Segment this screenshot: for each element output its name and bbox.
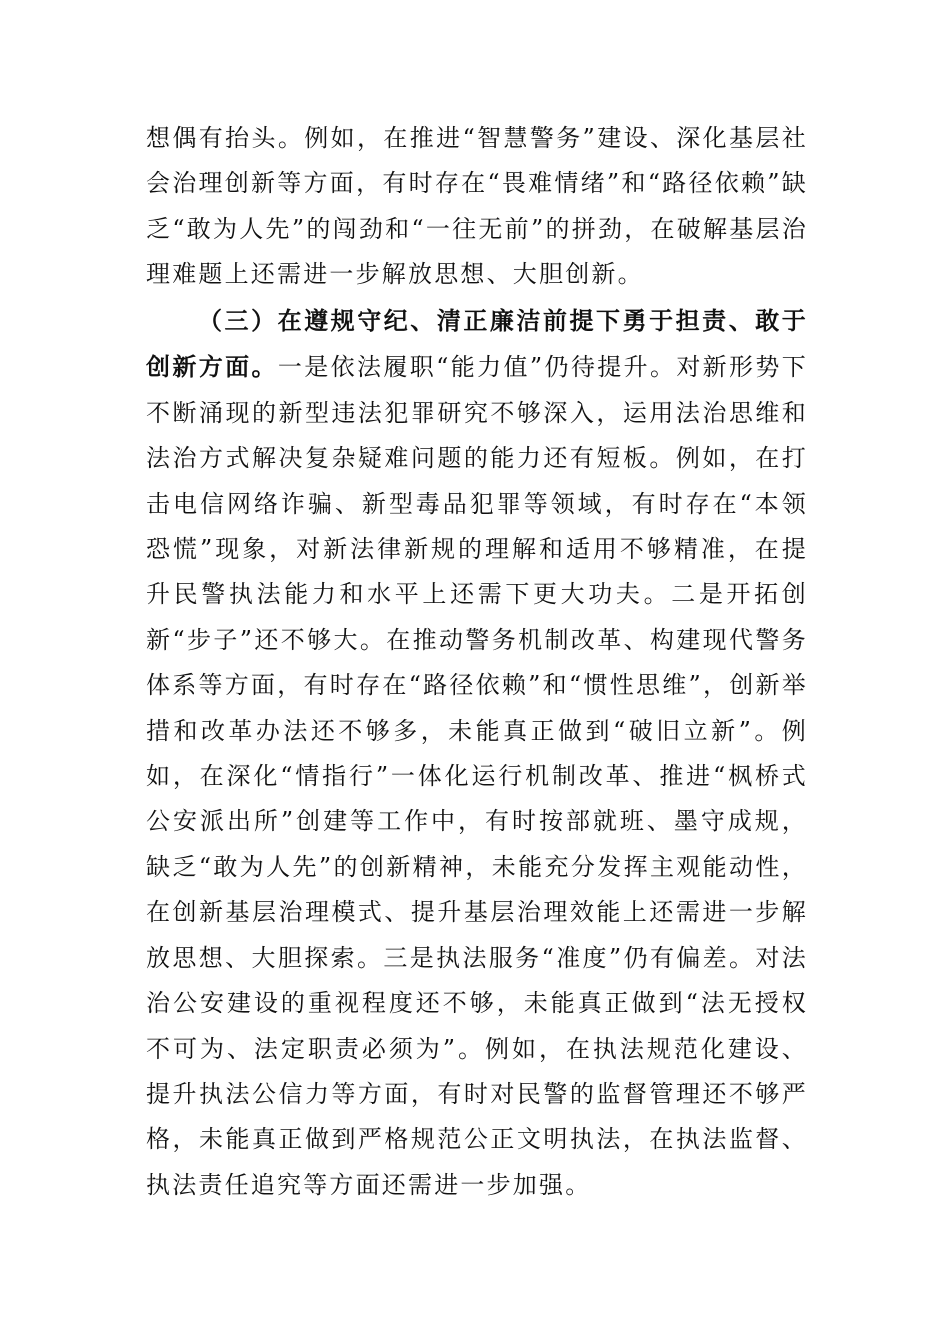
section-three-paragraph xyxy=(146,298,808,1208)
section-three-heading: （三）在遵规守纪、清正廉洁前提下勇于担责、敢于创新方面。 xyxy=(146,306,808,382)
section-three-text xyxy=(146,298,808,1208)
continuation-text: 想偶有抬头。例如，在推进“智慧警务”建设、深化基层社会治理创新等方面，有时存在“畏难情绪”和“路径依赖”缺乏“敢为人先”的闯劲和“一往无前”的拼劲，在破解基层治理难题上还需进一步解放思想、大胆创新。 xyxy=(146,124,808,289)
continuation-paragraph xyxy=(146,116,808,298)
section-three-body: 一是依法履职“能力值”仍待提升。对新形势下不断涌现的新型违法犯罪研究不够深入，运用法治思维和法治方式解决复杂疑难问题的能力还有短板。例如，在打击电信网络诈骗、新型毒品犯罪等领域，有时存在“本领恐慌”现象，对新法律新规的理解和适用不够精准，在提升民警执法能力和水平上还需下更大功夫。二是开拓创新“步子”还不够大。在推动警务机制改革、构建现代警务体系等方面，有时存在“路径依赖”和“惯性思维”，创新举措和改革办法还不够多，未能真正做到“破旧立新”。例如，在深化“情指行”一体化运行机制改革、推进“枫桥式公安派出所”创建等工作中，有时按部就班、墨守成规，缺乏“敢为人先”的创新精神，未能充分发挥主观能动性，在创新基层治理模式、提升基层治理效能上还需进一步解放思想、大胆探索。三是执法服务“准度”仍有偏差。对法治公安建设的重视程度还不够，未能真正做到“法无授权不可为、法定职责必须为”。例如，在执法规范化建设、提升执法公信力等方面，有时对民警的监督管理还不够严格，未能真正做到严格规范公正文明执法，在执法监督、执法责任追究等方面还需进一步加强。 xyxy=(146,353,808,1199)
